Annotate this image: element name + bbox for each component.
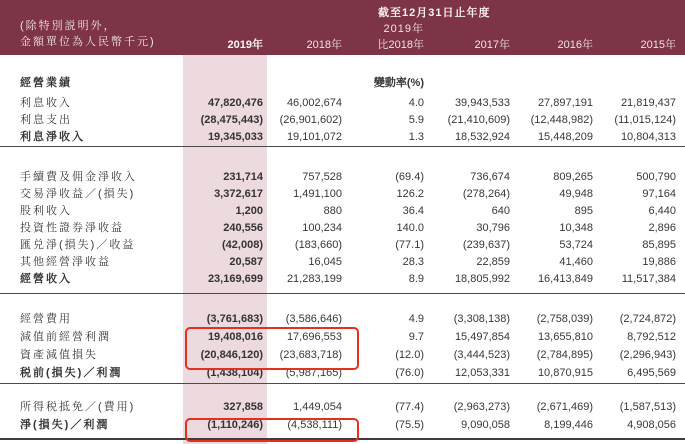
row-label: 經營收入: [20, 273, 72, 285]
value-2018: 1,449,054: [293, 401, 342, 413]
value-2017: 640: [491, 205, 510, 217]
value-change-rate: (69.4): [395, 171, 424, 183]
value-change-rate: 4.9: [408, 313, 424, 325]
col-header-2015: 2015年: [640, 39, 676, 51]
value-2019: (28,475,443): [200, 114, 263, 126]
row-label: 利息收入: [20, 97, 72, 109]
table-row: [0, 254, 685, 271]
value-2015: 85,895: [642, 239, 676, 251]
value-change-rate: 36.4: [402, 205, 424, 217]
row-label: 減值前經營利潤: [20, 331, 111, 343]
row-label: 淨(損失)／利潤: [20, 419, 110, 431]
value-2019: 47,820,476: [207, 97, 263, 109]
value-2017: 12,053,331: [454, 367, 510, 379]
value-change-rate: 126.2: [396, 188, 424, 200]
table-row: [0, 329, 685, 347]
value-2019: 20,587: [229, 256, 263, 268]
row-label: 所得税抵免／(費用): [20, 401, 136, 413]
section-header-row: [0, 75, 685, 92]
value-2015: 6,495,569: [627, 367, 676, 379]
table-row: [0, 186, 685, 203]
value-2015: (11,015,124): [614, 114, 676, 126]
value-change-rate: 4.0: [408, 97, 424, 109]
value-2016: 16,413,849: [537, 273, 593, 285]
value-2017: 9,090,058: [461, 419, 510, 431]
value-2015: 11,517,384: [621, 273, 676, 285]
value-2015: (1,587,513): [619, 401, 676, 413]
value-change-rate: (76.0): [395, 367, 424, 379]
row-label: 匯兑淨(損失)／收益: [20, 239, 136, 251]
table-row: [0, 203, 685, 220]
row-label: 投資性證券淨收益: [20, 222, 124, 234]
row-label: 利息淨收入: [20, 131, 85, 143]
value-2018: (183,660): [294, 239, 342, 251]
value-2015: 10,804,313: [620, 131, 676, 143]
row-label: 税前(損失)／利潤: [20, 367, 123, 379]
value-2019: (1,438,104): [206, 367, 263, 379]
row-label: 經營費用: [20, 313, 72, 325]
row-label: 利息支出: [20, 114, 72, 126]
value-2016: (2,671,469): [536, 401, 593, 413]
value-2018: 21,283,199: [286, 273, 342, 285]
value-2016: (12,448,982): [530, 114, 593, 126]
value-2016: 53,724: [559, 239, 593, 251]
row-group-operating-income: [0, 169, 685, 294]
value-2019: 3,372,617: [214, 188, 263, 200]
table-row: [0, 95, 685, 112]
value-2015: (2,724,872): [619, 313, 676, 325]
value-2017: 736,674: [470, 171, 510, 183]
value-2015: (2,296,943): [619, 349, 676, 361]
value-change-rate: 140.0: [396, 222, 424, 234]
value-2017: (21,410,609): [447, 114, 510, 126]
value-2019: 327,858: [223, 401, 263, 413]
table-row: [0, 220, 685, 237]
value-2018: (23,683,718): [279, 349, 342, 361]
table-row: [0, 417, 685, 440]
row-label: 股利收入: [20, 205, 72, 217]
value-2015: 4,908,056: [627, 419, 676, 431]
value-2018: 17,696,553: [286, 331, 342, 343]
value-2018: (4,538,111): [287, 419, 342, 431]
value-2019: 231,714: [223, 171, 263, 183]
col-header-2019: 2019年: [227, 39, 263, 51]
value-2017: 22,859: [476, 256, 510, 268]
value-2017: 15,497,854: [454, 331, 510, 343]
value-2017: (278,264): [462, 188, 510, 200]
value-2016: 49,948: [559, 188, 593, 200]
value-2017: 18,532,924: [454, 131, 510, 143]
section-title: 經營業績: [20, 77, 72, 89]
value-2019: (1,110,246): [207, 419, 263, 431]
value-2016: 15,448,209: [537, 131, 593, 143]
value-change-rate: 5.9: [408, 114, 424, 126]
value-2015: 8,792,512: [627, 331, 676, 343]
value-change-rate: (77.4): [395, 401, 424, 413]
value-2019: 1,200: [235, 205, 263, 217]
value-2019: 19,408,016: [207, 331, 263, 343]
table-row: [0, 237, 685, 254]
value-2016: 8,199,446: [544, 419, 593, 431]
value-change-rate: (75.5): [395, 419, 424, 431]
change-col-header-line1: 2019年: [383, 23, 424, 35]
value-change-rate: 8.9: [408, 273, 424, 285]
value-2018: 880: [323, 205, 342, 217]
table-row: [0, 271, 685, 294]
table-row: [0, 129, 685, 147]
value-2018: 757,528: [302, 171, 342, 183]
value-2018: 1,491,100: [293, 188, 342, 200]
value-2015: 6,440: [648, 205, 676, 217]
value-2018: 16,045: [308, 256, 342, 268]
row-label: 交易淨收益／(損失): [20, 188, 136, 200]
value-2015: 97,164: [642, 188, 676, 200]
table-row: [0, 347, 685, 365]
value-2017: 39,943,533: [454, 97, 510, 109]
value-2018: 100,234: [302, 222, 342, 234]
value-2016: 41,460: [559, 256, 593, 268]
col-header-2017: 2017年: [474, 39, 510, 51]
table-row: [0, 311, 685, 329]
value-2019: 240,556: [223, 222, 263, 234]
value-2016: 895: [574, 205, 593, 217]
value-change-rate: 1.3: [408, 131, 424, 143]
change-rate-label: 變動率(%): [373, 77, 424, 89]
value-2018: (26,901,602): [279, 114, 342, 126]
value-2016: 27,897,191: [537, 97, 593, 109]
value-2016: 809,265: [553, 171, 593, 183]
value-change-rate: 28.3: [402, 256, 424, 268]
table-row: [0, 169, 685, 186]
value-2019: (42,008): [222, 239, 263, 251]
value-2018: 46,002,674: [286, 97, 342, 109]
table-row: [0, 365, 685, 384]
value-2018: (5,987,165): [285, 367, 342, 379]
value-2017: (2,963,273): [453, 401, 510, 413]
value-2017: 18,805,992: [454, 273, 510, 285]
value-change-rate: (12.0): [395, 349, 424, 361]
col-header-2016: 2016年: [557, 39, 593, 51]
value-2017: (3,308,138): [453, 313, 510, 325]
value-2019: 23,169,699: [207, 273, 263, 285]
value-2016: 10,348: [559, 222, 593, 234]
header-note-line1: (除特別説明外，: [20, 20, 117, 32]
row-group-interest: [0, 95, 685, 147]
row-label: 其他經營淨收益: [20, 256, 111, 268]
table-row: [0, 112, 685, 129]
value-2015: 21,819,437: [620, 97, 676, 109]
value-2015: 2,896: [648, 222, 676, 234]
value-2019: (20,846,120): [200, 349, 263, 361]
value-2018: (3,586,646): [285, 313, 342, 325]
value-2017: (3,444,523): [453, 349, 510, 361]
col-header-2018: 2018年: [306, 39, 342, 51]
value-2016: 10,870,915: [537, 367, 593, 379]
row-group-net-profit: [0, 399, 685, 440]
value-2018: 19,101,072: [286, 131, 342, 143]
value-2019: (3,761,683): [206, 313, 263, 325]
table-row: [0, 399, 685, 417]
value-2017: 30,796: [476, 222, 510, 234]
value-2016: (2,784,895): [536, 349, 593, 361]
value-2017: (239,637): [462, 239, 510, 251]
value-2015: 500,790: [636, 171, 676, 183]
row-label: 手續費及佣金淨收入: [20, 171, 137, 183]
header-note-line2: 金額單位為人民幣千元): [20, 36, 156, 48]
value-2015: 19,886: [642, 256, 676, 268]
change-col-header-line2: 比2018年: [377, 39, 424, 51]
value-2019: 19,345,033: [207, 131, 263, 143]
value-2016: (2,758,039): [536, 313, 593, 325]
row-label: 資產減值損失: [20, 349, 98, 361]
period-title: 截至12月31日止年度: [378, 7, 491, 19]
value-change-rate: (77.1): [395, 239, 424, 251]
value-change-rate: 9.7: [408, 331, 424, 343]
value-2016: 13,655,810: [537, 331, 593, 343]
row-group-profit-before-tax: [0, 311, 685, 384]
